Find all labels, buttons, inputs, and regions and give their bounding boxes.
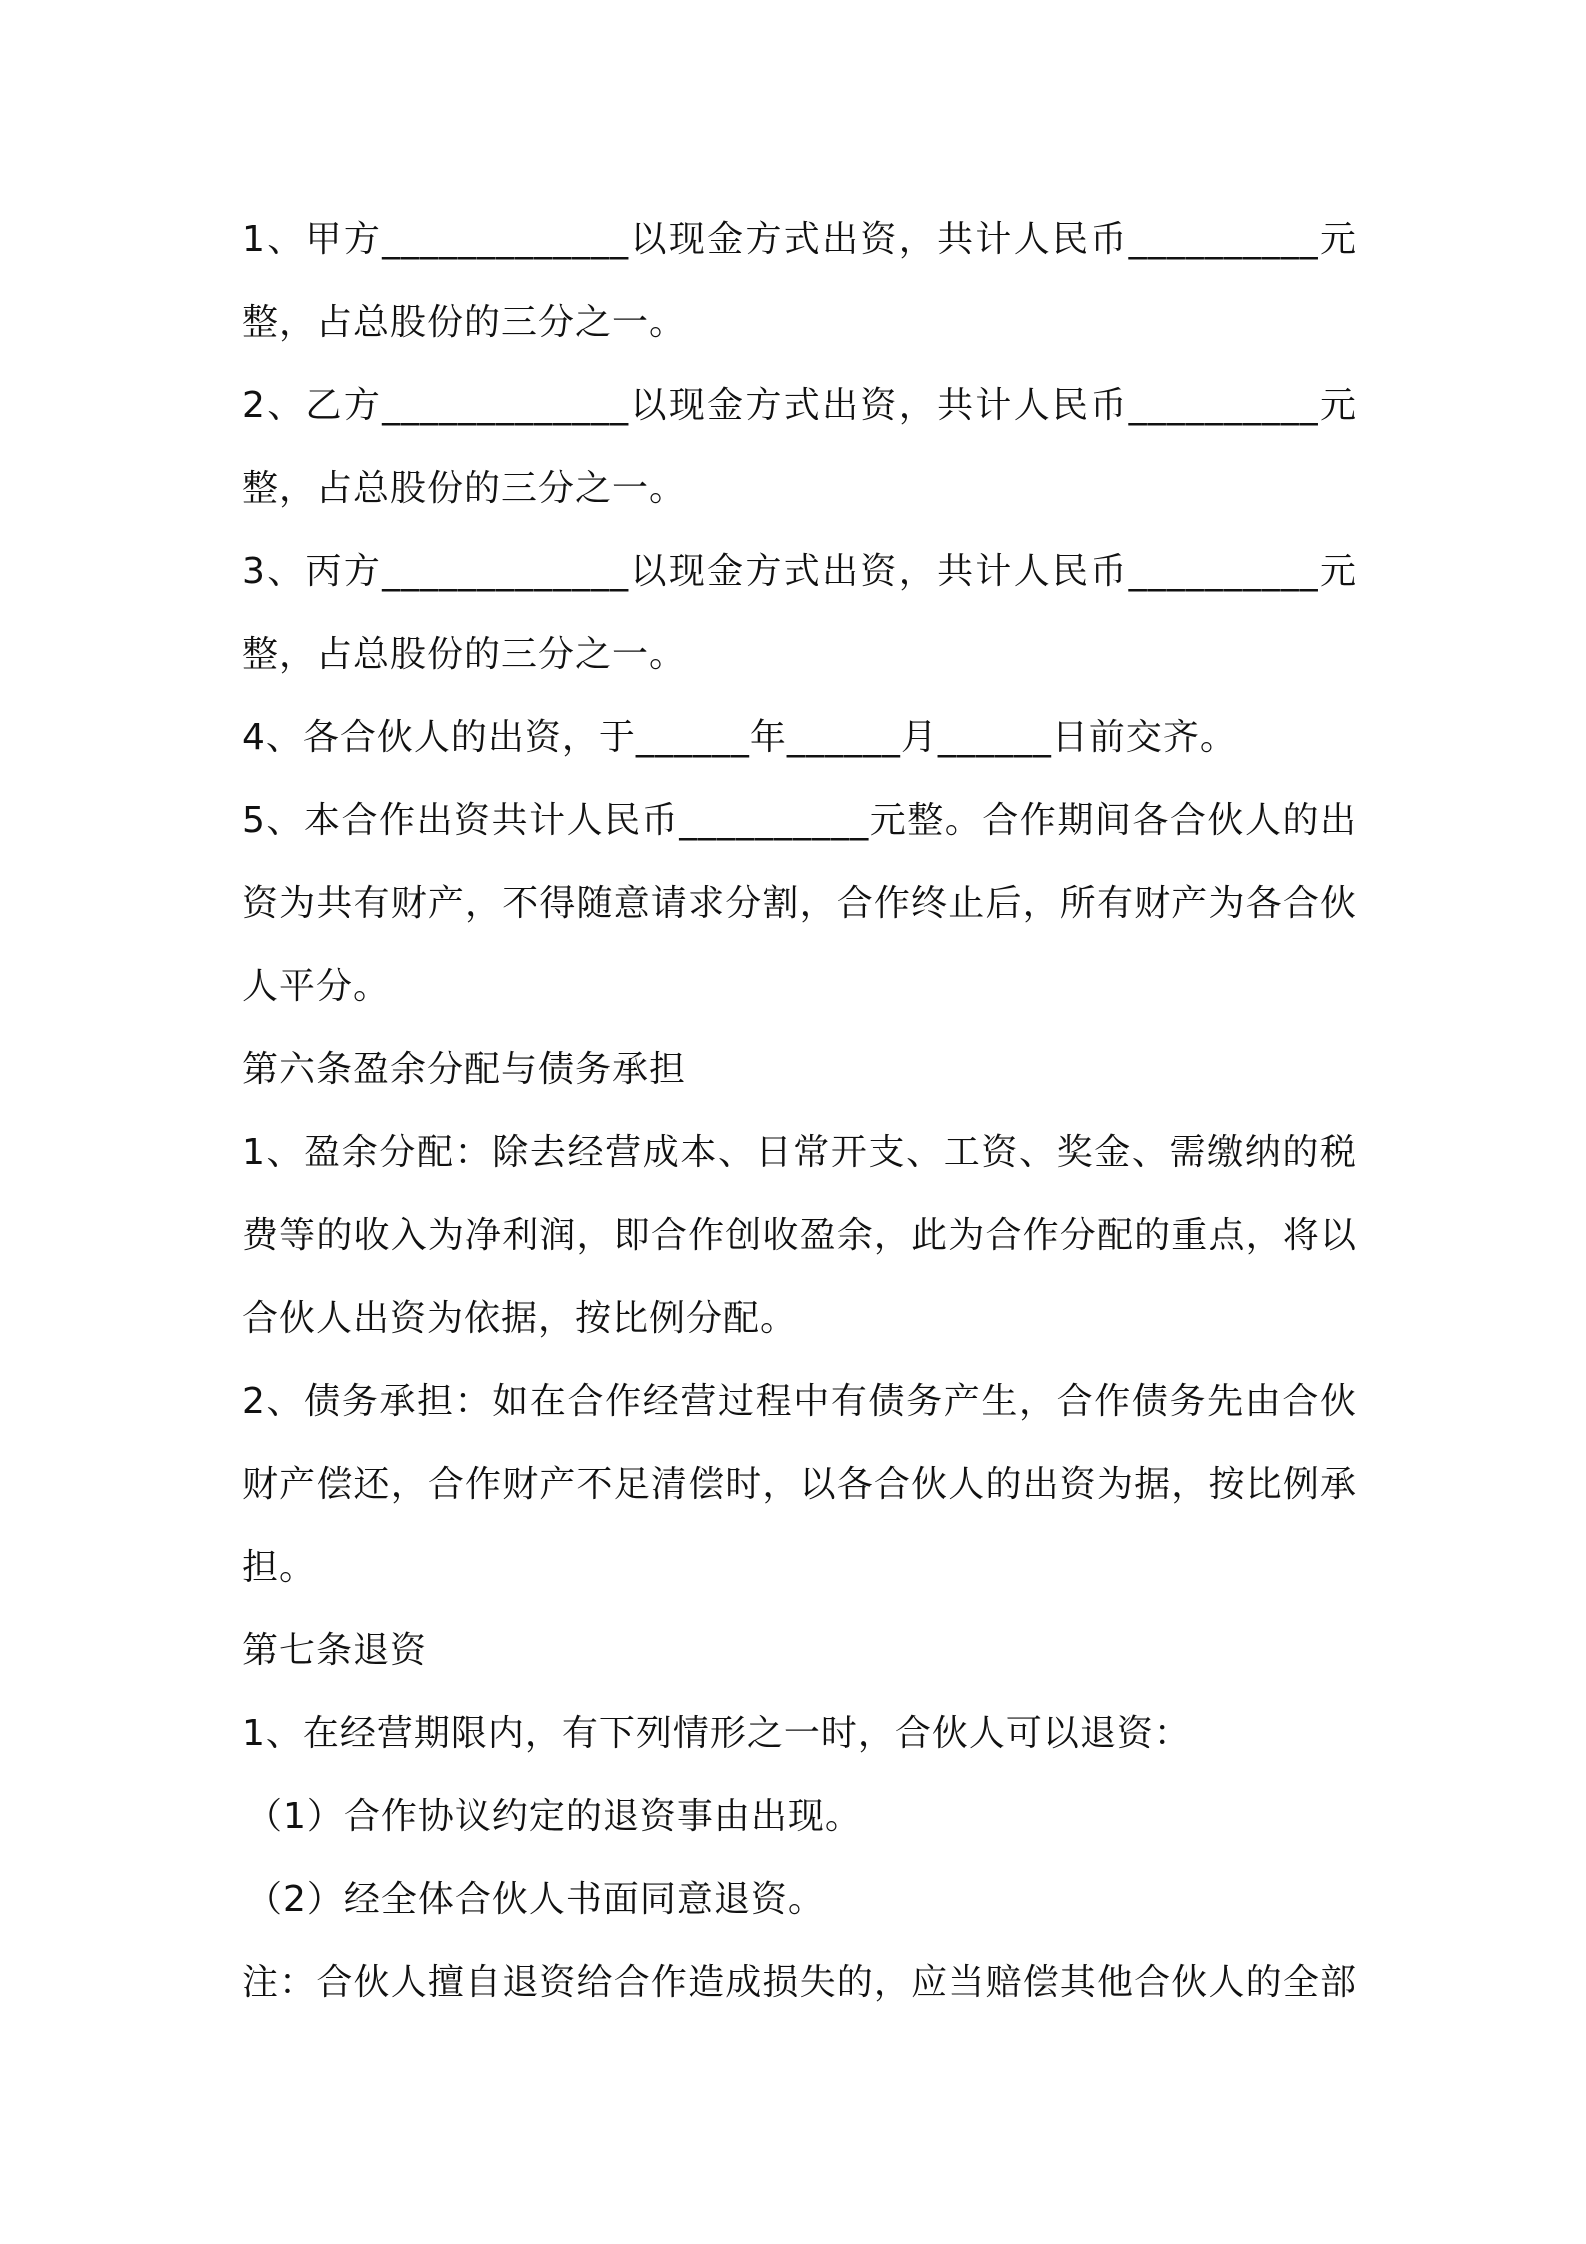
clause-line: 4、各合伙人的出资，于______年______月______日前交齐。 <box>242 717 1237 758</box>
clause-line: 整，占总股份的三分之一。 <box>242 302 687 343</box>
clause-line: 费等的收入为净利润，即合作创收盈余，此为合作分配的重点，将以 <box>242 1215 1357 1256</box>
clause-line: 1、盈余分配：除去经营成本、日常开支、工资、奖金、需缴纳的税 <box>242 1132 1357 1173</box>
sub-clause-line: （1）合作协议约定的退资事由出现。 <box>246 1796 862 1837</box>
clause-line: 财产偿还，合作财产不足清偿时，以各合伙人的出资为据，按比例承 <box>242 1464 1357 1505</box>
clause-line: 1、在经营期限内，有下列情形之一时，合伙人可以退资： <box>242 1713 1191 1754</box>
clause-line: 人平分。 <box>242 966 391 1007</box>
clause-line: 1、甲方_____________以现金方式出资，共计人民币__________元 <box>242 219 1357 260</box>
clause-line: 整，占总股份的三分之一。 <box>242 468 687 509</box>
clause-line: 资为共有财产，不得随意请求分割，合作终止后，所有财产为各合伙 <box>242 883 1357 924</box>
clause-line: 合伙人出资为依据，按比例分配。 <box>242 1298 798 1339</box>
clause-line: 2、债务承担：如在合作经营过程中有债务产生，合作债务先由合伙 <box>242 1381 1357 1422</box>
sub-clause-line: （2）经全体合伙人书面同意退资。 <box>246 1879 825 1920</box>
section-heading: 第七条退资 <box>242 1630 428 1671</box>
clause-line: 3、丙方_____________以现金方式出资，共计人民币__________元 <box>242 551 1357 592</box>
clause-line: 2、乙方_____________以现金方式出资，共计人民币__________元 <box>242 385 1357 426</box>
section-heading: 第六条盈余分配与债务承担 <box>242 1049 687 1090</box>
clause-line: 担。 <box>242 1547 317 1588</box>
note-line: 注：合伙人擅自退资给合作造成损失的，应当赔偿其他合伙人的全部 <box>242 1962 1357 2003</box>
document-body <box>242 198 1357 2024</box>
clause-line: 整，占总股份的三分之一。 <box>242 634 687 675</box>
clause-line: 5、本合作出资共计人民币__________元整。合作期间各合伙人的出 <box>242 800 1357 841</box>
